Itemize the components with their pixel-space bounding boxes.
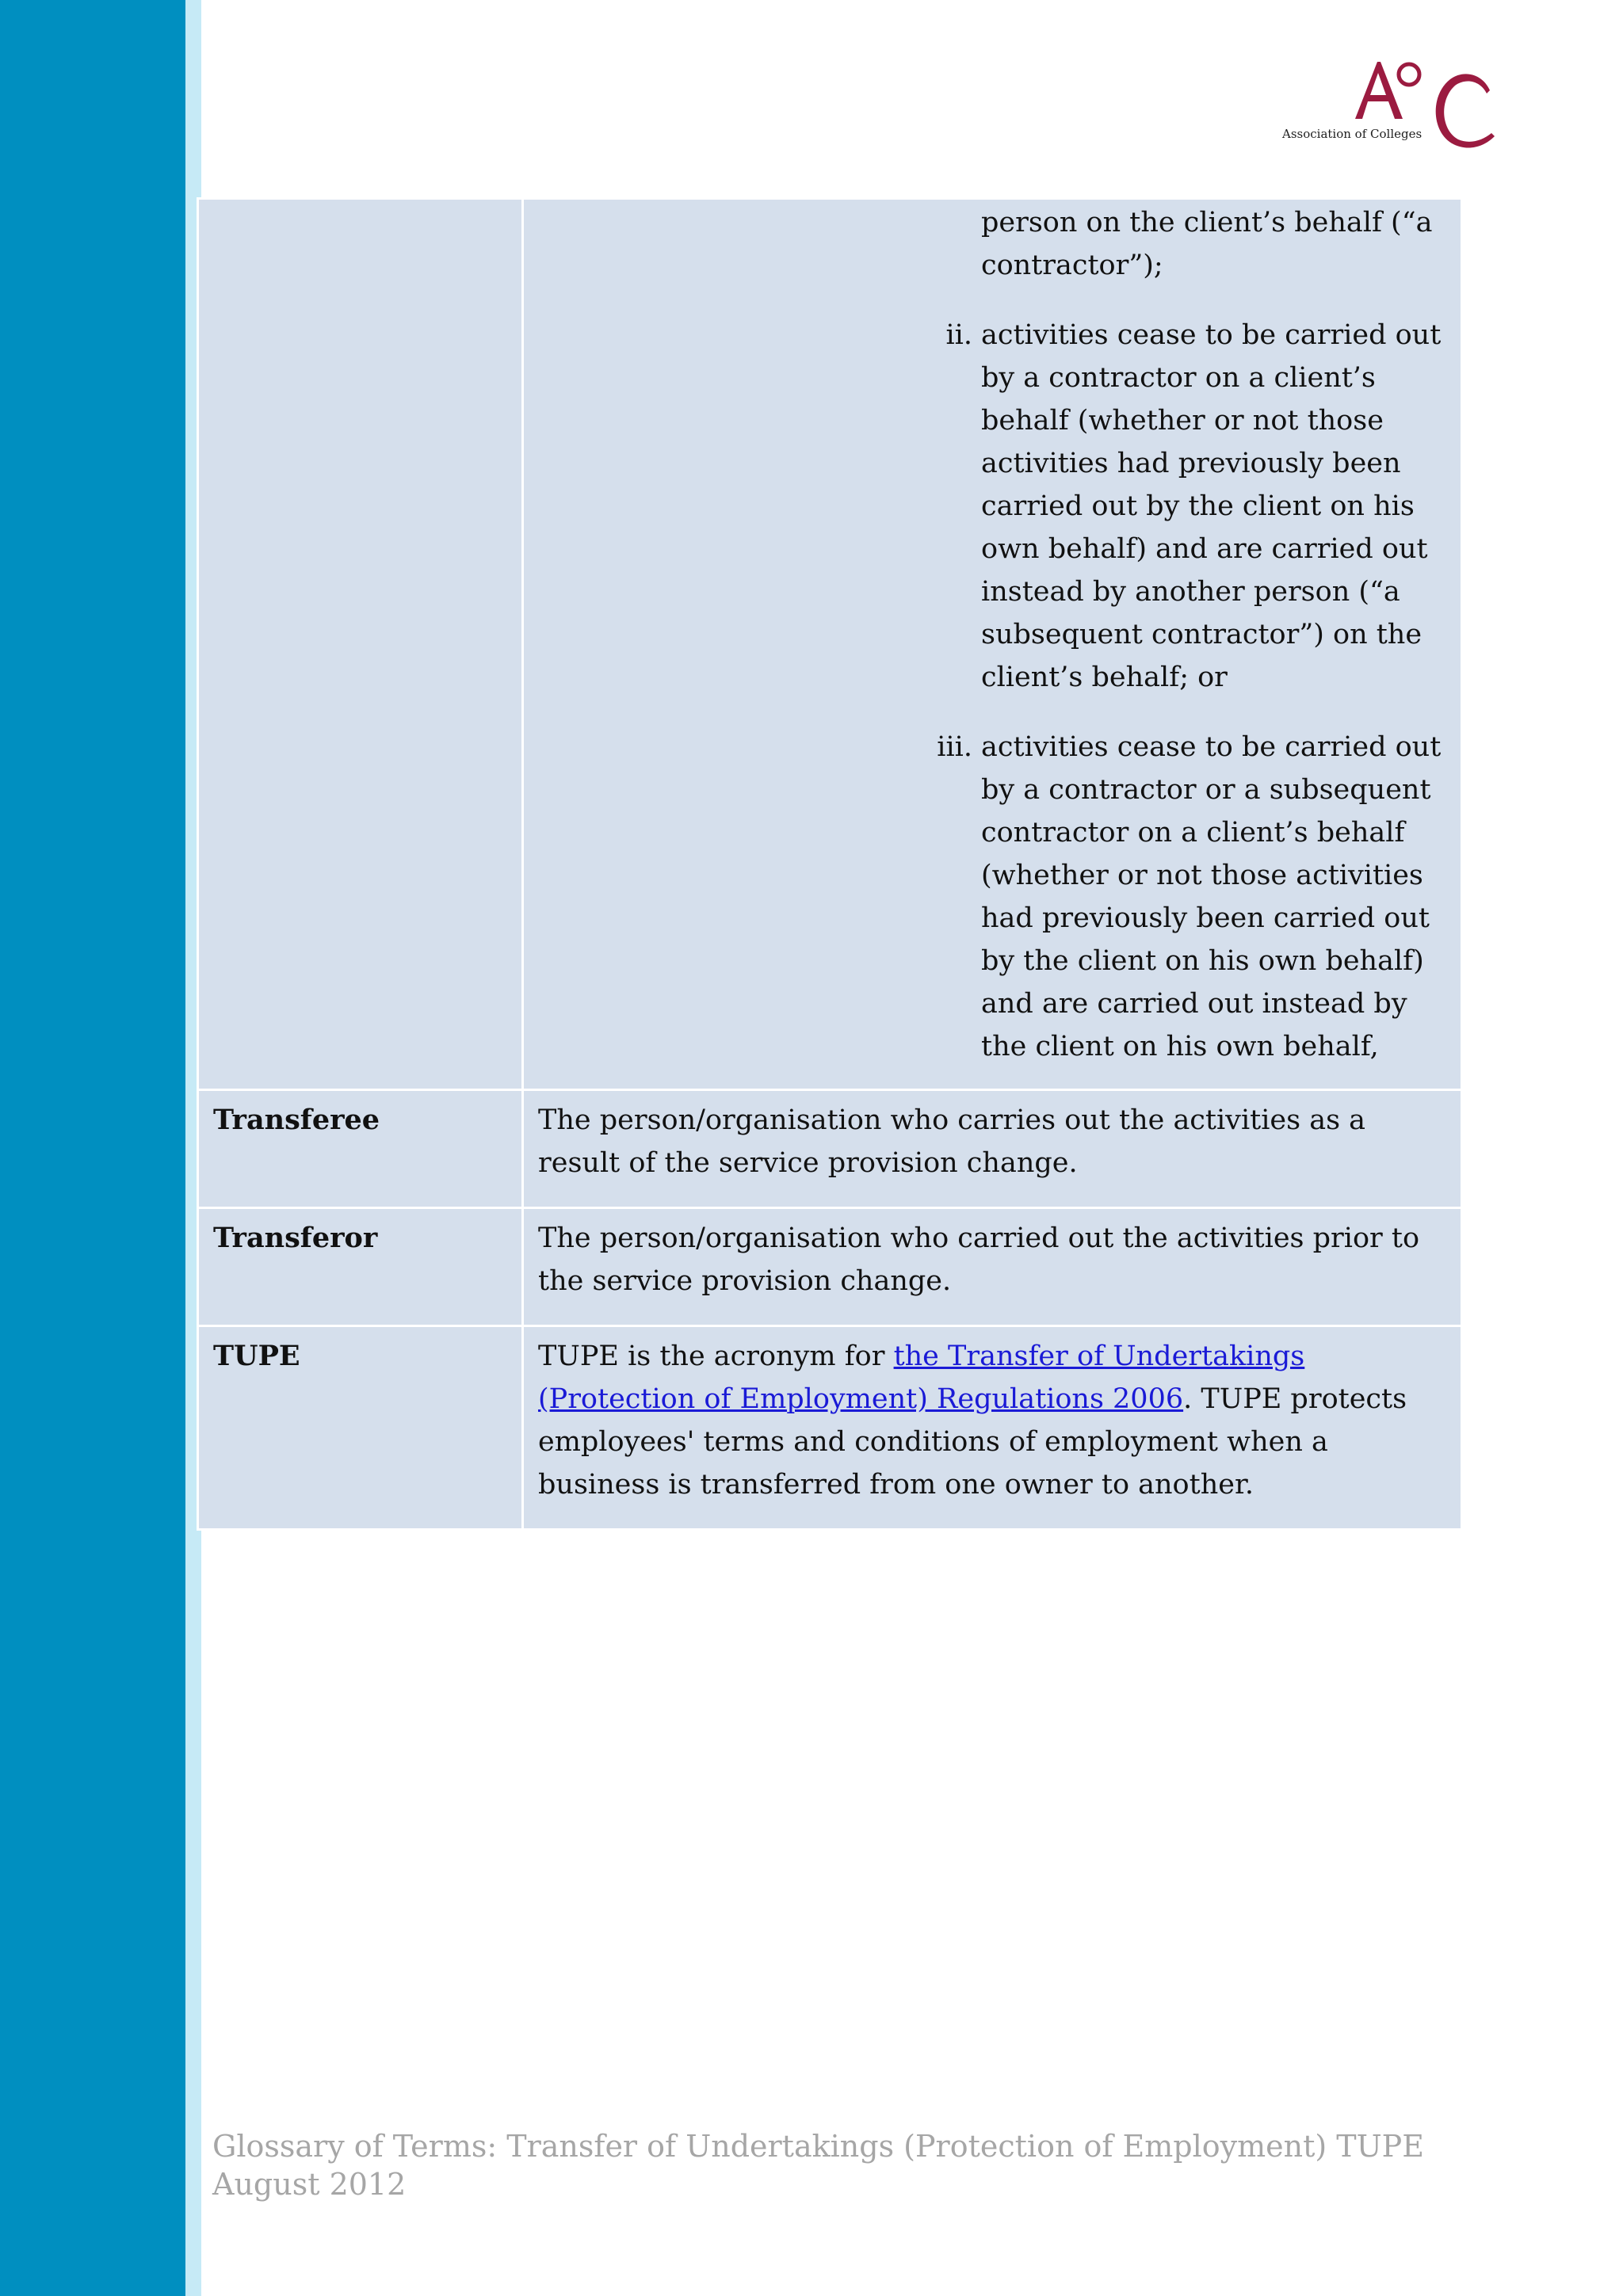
list-marker: iii. [937, 731, 972, 763]
term-cell [198, 1090, 523, 1208]
sidebar-band [0, 0, 185, 2296]
list-item [538, 726, 1451, 1068]
tupe-regulations-link[interactable]: the Transfer of Undertakings (Protection of Employment) Regulations 2006 [538, 1341, 1305, 1415]
definition-cell [523, 1326, 1462, 1530]
term-cell [198, 1326, 523, 1530]
aoc-logo-mark [1282, 55, 1498, 158]
term-cell [198, 1208, 523, 1326]
glossary-table [197, 197, 1463, 1531]
definition-transferor: The person/organisation who carried out the activities prior to the service provision change. [538, 1222, 1420, 1297]
list-item [538, 314, 1451, 699]
term-transferor: Transferor [213, 1222, 378, 1254]
table-row [198, 1326, 1462, 1530]
definition-transferee: The person/organisation who carries out the activities as a result of the service provision change. [538, 1104, 1366, 1179]
definition-cell [523, 1090, 1462, 1208]
table-row [198, 1208, 1462, 1326]
footer-title: Glossary of Terms: Transfer of Undertakings (Protection of Employment) TUPE [212, 2129, 1424, 2164]
term-cell-empty [198, 199, 523, 1090]
definition-cell-continuation [523, 199, 1462, 1090]
page-footer [212, 2127, 1424, 2203]
table-row-continuation [198, 199, 1462, 1090]
list-marker: ii. [945, 319, 972, 351]
list-item-text: person on the client’s behalf (“a contractor”); [981, 207, 1433, 281]
list-item-text: activities cease to be carried out by a contractor on a client’s behalf (whether or not those activities had previously been carried out by the client on his own behalf) and are carried out instead by another person (“a subsequent contractor”) on the client’s behalf; or [981, 319, 1442, 693]
list-item-text: activities cease to be carried out by a contractor or a subsequent contractor on a client’s behalf (whether or not those activities had previously been carried out by the client on his own behalf) and are carried out instead by the client on his own behalf, [981, 731, 1442, 1062]
list-item [538, 201, 1451, 287]
term-transferee: Transferee [213, 1104, 380, 1136]
definition-tupe-rest: . TUPE protects employees' terms and conditions of employment when a business is transferred from one owner to another. [538, 1383, 1407, 1501]
footer-date: August 2012 [212, 2167, 407, 2202]
table-row [198, 1090, 1462, 1208]
definition-tupe-intro: TUPE is the acronym for [538, 1341, 894, 1372]
logo-caption: Association of Colleges [1282, 127, 1423, 141]
definition-cell [523, 1208, 1462, 1326]
aoc-logo [1282, 55, 1498, 158]
term-tupe: TUPE [213, 1340, 300, 1372]
